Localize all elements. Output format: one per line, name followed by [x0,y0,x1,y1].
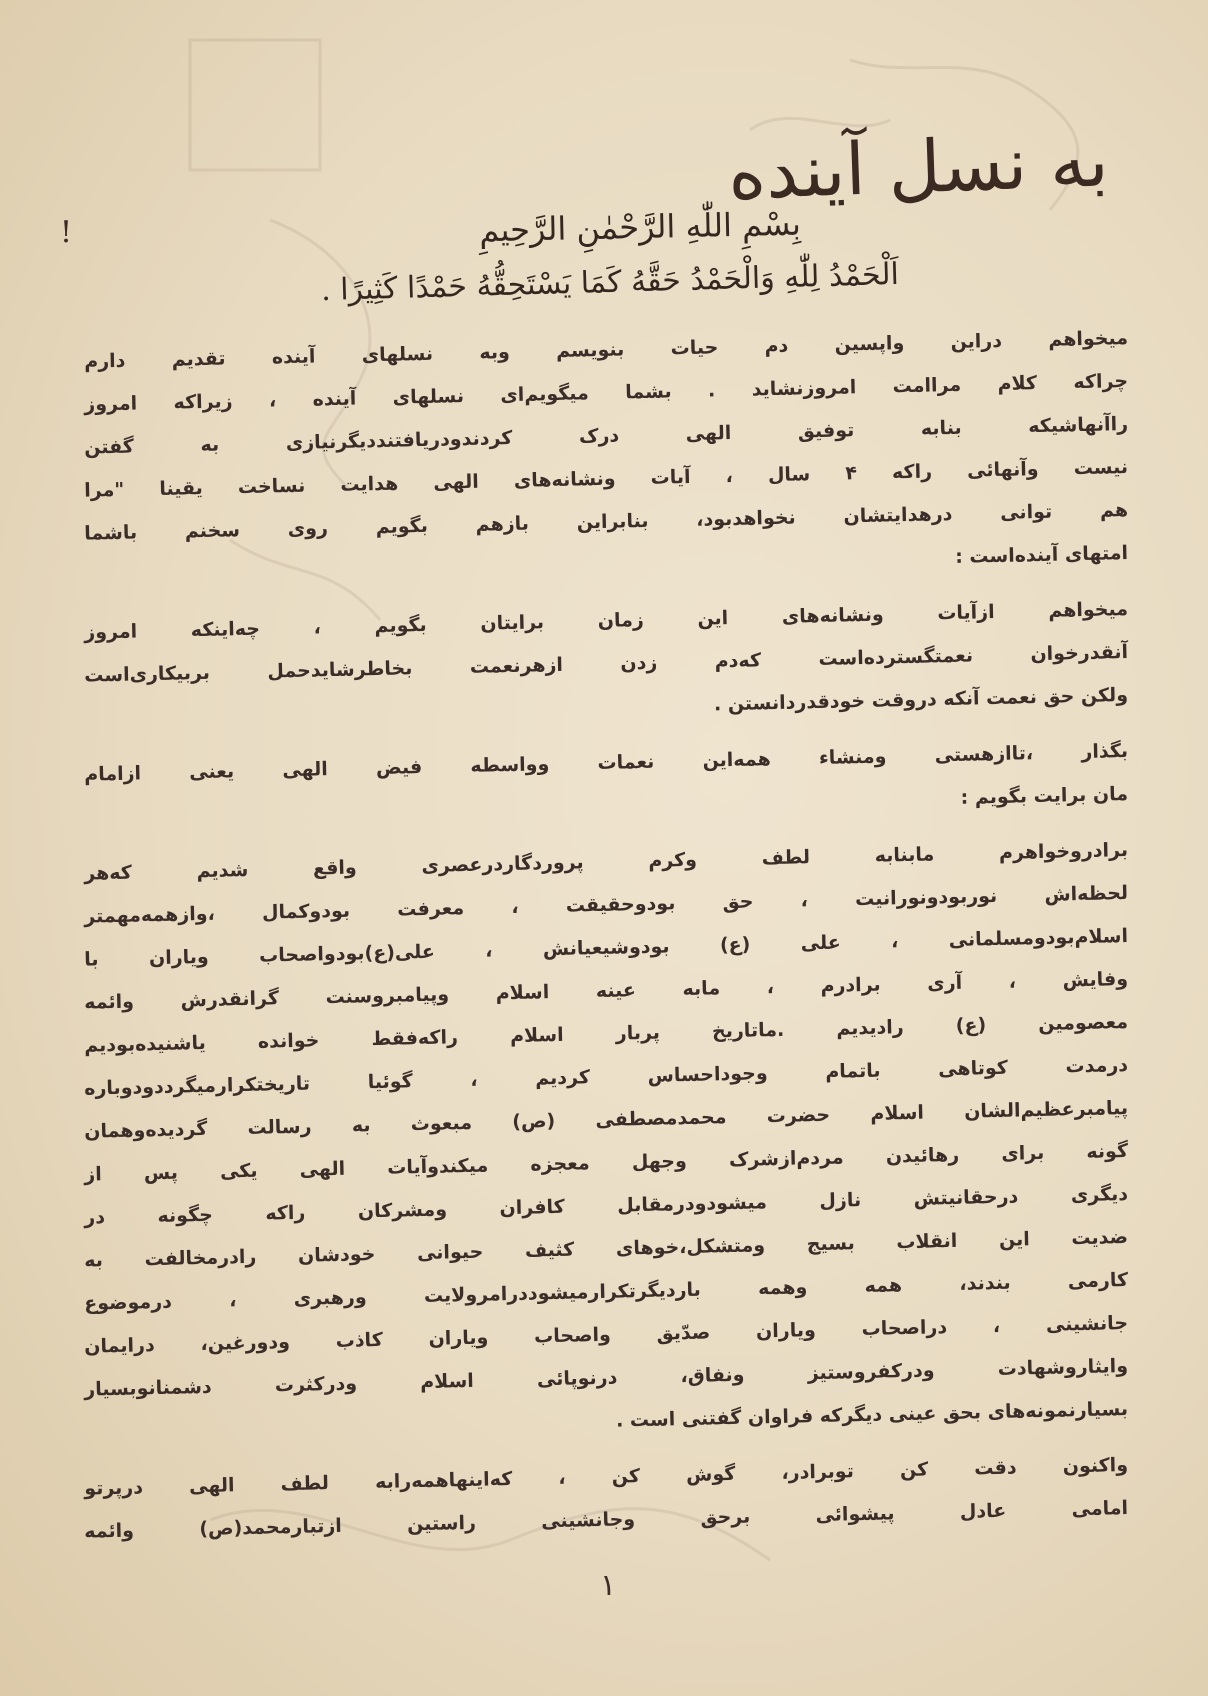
text-line: ضدیت این انقلاب بسیج ومتشکل،خوهای کثیف حیوانی خودشان رادرمخالفت به [84,1226,1129,1272]
text-line: جانشینی ، دراصحاب ویاران صدّیق واصحاب ویاران کاذب ودورغین، درایمان [84,1312,1129,1358]
text-line: اسلام‌بودومسلمانی ، علی (ع) بودوشیعیانش ، علی(ع)بودواصحاب ویاران با [84,925,1129,971]
text-line: وایثاروشهادت ودرکفروستیز ونفاق، درنوپائی اسلام ودرکثرت دشمنانوبسیار [84,1355,1129,1401]
text-line: لحظه‌اش نوربودونورانیت ، حق بودوحقیقت ، معرفت بودوکمال ،وازهمه‌مهمتر [84,882,1129,928]
text-line: واکنون دقت کن توبرادر، گوش کن ، که‌اینهاهمه‌رابه لطف الهی درپرتو [84,1454,1129,1500]
page-number: ۱ [600,1568,617,1603]
text-line: نیست وآنهائی راکه ۴ سال ، آیات ونشانه‌های الهی هدایت نساخت یقینا "مرا [84,456,1129,502]
text-line: درمدت کوتاهی باتمام وجوداحساس کردیم ، گوئیا تاریختکرارمیگرددودوباره [84,1054,1129,1100]
hamd-line: اَلْحَمْدُ لِلّٰهِ وَالْحَمْدُ حَقَّهُ کَمَا یَسْتَحِقُّهُ حَمْدًا کَثِیرًا . [320,256,900,309]
text-line: بگذار ،تاازهستی ومنشاء همه‌این نعمات وواسطه فیض الهی یعنی ازامام [84,740,1129,786]
margin-mark: ! [60,215,73,250]
text-line: گونه برای رهائیدن مردم‌ازشرک وجهل معجزه میکندوآیات الهی یکی پس از [84,1140,1129,1186]
text-line: کارمی بندند، همه وهمه باردیگرتکرارمیشوددرامرولایت ورهبری ، درموضوع [84,1269,1129,1315]
text-line: دیگری درحقانیتش نازل میشودودرمقابل کافران ومشرکان راکه چگونه در [84,1183,1129,1229]
text-line: امامی عادل پیشوائی برحق وجانشینی راستین ازتبارمحمد(ص) وائمه [84,1497,1129,1543]
text-line: میخواهم دراین واپسین دم حیات بنویسم وبه نسلهای آینده تقدیم دارم [84,327,1129,373]
text-line: چراکه کلام مراامت امروزنشاید . بشما میگویم‌ای نسلهای آینده ، زیراکه امروز [84,370,1129,416]
text-line: راآنهاشیکه بنابه توفیق الهی درک کردندودریافتنددیگرنیازی به گفتن [84,413,1129,459]
text-line: میخواهم ازآیات ونشانه‌های این زمان برایتان بگویم ، چه‌اینکه امروز [84,598,1129,644]
page-title: به نسل آینده [726,118,1110,216]
text-line: وفایش ، آری برادرم ، مابه عینه اسلام وپیامبروسنت گرانقدرش وائمه [84,968,1129,1014]
bismillah: بِسْمِ اللّٰهِ الرَّحْمٰنِ الرَّحِیمِ [478,204,802,250]
text-line: مان برایت بگویم : [960,783,1129,809]
text-line: آنقدرخوان نعمتگسترده‌است که‌دم زدن ازهرنعمت بخاطرشاید‌حمل بربیکاری‌است [84,641,1129,687]
text-line: معصومین (ع) رادیدیم .ماتاریخ پربار اسلام راکه‌فقط خوانده یاشنیده‌بودیم [84,1011,1129,1057]
text-line: هم توانی درهدایتشان نخواهدبود، بنابراین بازهم بگویم روی سخنم باشما [84,499,1129,545]
text-line: ولکن حق نعمت آنکه دروقت خودقدردانستن . [713,684,1129,716]
text-line: بسیارنمونه‌های بحق عینی دیگرکه فراوان گفتنی است . [615,1398,1129,1432]
text-line: پیامبرعظیم‌الشان اسلام حضرت محمدمصطفی (ص) مبعوث به رسالت گردیده‌وهمان [84,1097,1129,1143]
text-line: برادروخواهرم مابنابه لطف وکرم پروردگاردرعصری واقع شدیم که‌هر [84,839,1129,885]
text-line: امتهای آینده‌است : [954,542,1129,568]
